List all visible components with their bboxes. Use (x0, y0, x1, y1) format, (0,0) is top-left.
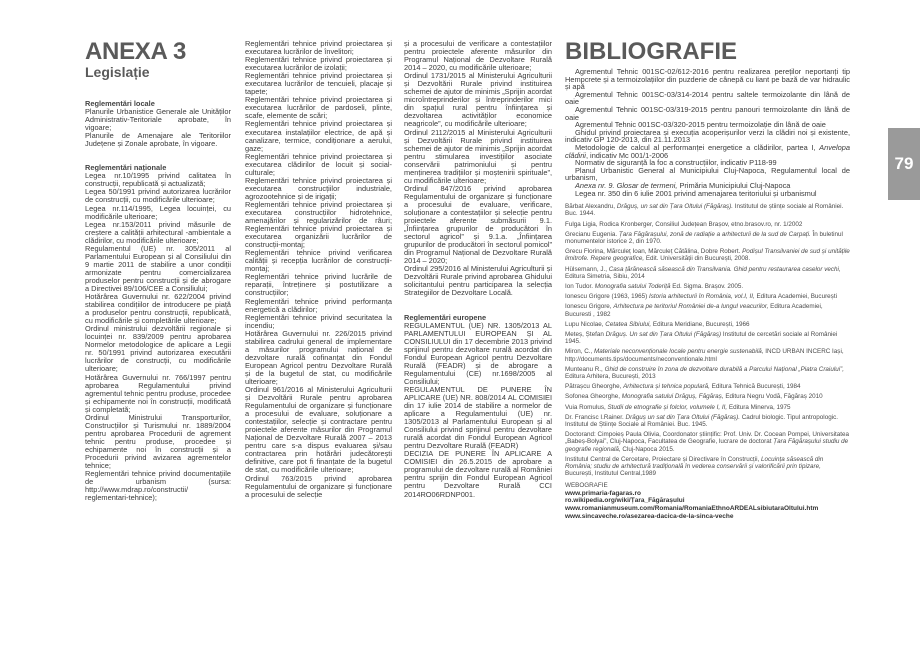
webography-heading: WEBOGRAFIE (565, 482, 608, 490)
paragraph: Reglementări tehnice privind lucrările de reparații, întreținere și postutilizare a construcțiilor; (245, 272, 392, 298)
reference-list (565, 203, 850, 477)
section-heading-european: Reglementări europene (404, 312, 487, 322)
reference-item: Pătrașcu Gheorghe, Arhitectura și tehnica populară, Editura Tehnică București, 1984 (565, 383, 801, 391)
annex-title: ANEXA 3 (85, 38, 187, 65)
annex-subtitle: Legislație (85, 64, 150, 80)
paragraph: Reglementări tehnice privind proiectarea și executarea clădirilor de locuit și social-culturale; (245, 151, 392, 177)
page-number-tab (888, 128, 920, 200)
reference-item: Meteș, Ștefan Drăguș. Un sat din Țara Oltului (Făgăraș) Institutul de cercetări sociale al României 1945. (565, 330, 838, 346)
reference-item: Munteanu R., Ghid de construire în zona de dezvoltare durabilă a Parcului Național „Piatra Craiului”, Editura Arhitera, București, 2013 (565, 365, 844, 380)
web-link[interactable]: www.romanianmuseum.com/Romania/RomaniaEthnoARDEALsibiutaraOltului.htm (565, 504, 819, 512)
paragraph: Reglementări tehnice privind proiectarea și executarea lucrărilor de pardoseli, plinte, scafe, elemente de scări; (245, 95, 392, 121)
paragraph: Regulamentul (UE) nr. 305/2011 al Parlamentului European și al Consiliului din 9 martie 2011 de stabilire a unor condiții armonizate pentru comercializarea produselor pentru construcții și de abrogare a Directivei 89/106/CEE a Consiliului; (85, 243, 231, 293)
paragraph: Reglementări tehnice privind proiectarea și executarea lucrărilor de învelitori; (245, 39, 392, 57)
reference-item: Miron, C., Materiale neconvenționale locale pentru energie sustenabilă, INCD URBAN INCERC Iași, http://documents.tips/documents/neconventionale.html (565, 348, 844, 363)
paragraph: și a procesului de verificare a contestațiilor pentru proiectele aferente măsurilor din Programul Național de Dezvoltare Rurală 2014 – 2020, cu modificările ulterioare; (404, 39, 552, 73)
paragraph: Ordinul 295/2016 al Ministerului Agriculturii și Dezvoltării Rurale privind aprobarea Ghidului solicitantului pentru participarea la selecția Strategiilor de Dezvoltare Locală. (404, 264, 552, 298)
paragraph: Ordinul 961/2016 al Ministerului Agriculturii și Dezvoltării Rurale pentru aprobarea Regulamentului de organizare și funcționare a procesului de evaluare, soluționare a contestațiilor, selecție și contractare pentru proiectele aferente măsurilor din Programul Național de Dezvoltare Rurală 2007 – 2013 pentru care s-a dispus evaluarea și/sau contractarea prin hotărâri judecătorești definitive, care pot fi finanțate de la bugetul de stat, cu modificările ulterioare; (245, 385, 392, 475)
reference-item: Grecianu Eugenia. Țara Făgărașului, zonă de radiație a arhitecturii de la sud de Carpați. În buletinul monumentelor istorice 2, din 1970. (565, 230, 843, 245)
norm-item: Agrementul Tehnic 001SC-03/314-2014 pentru saltele termoizolante din lână de oaie (565, 89, 850, 107)
norm-item: Planul Urbanistic General al Municipiului Cluj-Napoca, Regulamentul local de urbanism, (565, 165, 850, 183)
web-link[interactable]: www.primaria-fagaras.ro (565, 489, 641, 497)
reference-item: Doctorand: Cimpoieș Paula Olivia, Coordonator științific: Prof. Univ. Dr. Cocean Pompei, Universitatea „Babeș-Bolyai”, Cluj-Napoca, Facultatea de Geografie, lucrare de doctorat Țara Făgărașului studiu de geografie regională, Cluj-Napoca 2015. (565, 431, 850, 453)
column-bibliography (565, 40, 850, 520)
paragraph: REGULAMENTUL DE PUNERE ÎN APLICARE (UE) NR. 808/2014 AL COMISIEI din 17 iulie 2014 de stabilire a normelor de aplicare a Regulamentului (UE) nr. 1305/2013 al Parlamentului European și al Consiliului privind sprijinul pentru dezvoltare rurală acordat din Fondul European Agricol pentru Dezvoltare Rurală (FEADR) (404, 384, 552, 451)
norm-item: Normativ de siguranță la foc a construcțiilor, indicativ P118-99 (575, 158, 777, 168)
paragraph: Hotărârea Guvernului nr. 226/2015 privind stabilirea cadrului general de implementare a măsurilor programului național de dezvoltare rurală cofinanțat din Fondul European Agricol pentru Dezvoltare Rurală și de la bugetul de stat, cu modificările ulterioare; (245, 328, 392, 386)
reference-item: Ion Tudor. Monografia satului Toderiță Ed. Sigma. Brașov. 2005. (565, 282, 744, 290)
paragraph: Ordinul Ministrului Transporturilor, Construcțiilor și Turismului nr. 1889/2004 pentru aprobarea Procedurii de agrement tehnic pentru produse, procedee și echipamente noi în construcții și a Procedurii privind avizarea agrementelor tehnice; (85, 412, 231, 471)
norm-item: Anexa nr. 9. Glosar de termeni, Primăria Municipiului Cluj-Napoca (575, 180, 791, 190)
paragraph: Reglementări tehnice privind performanța energetică a clădirilor; (245, 296, 392, 314)
paragraph: Ordinul 1731/2015 al Ministerului Agriculturii și Dezvoltării Rurale privind instituirea schemei de ajutor de minimis „Sprijin acordat microîntreprinderilor și întreprinderilor mici din spațiul rural pentru înființarea și dezvoltarea activităților economice neagricole”, cu modificările ulterioare; (404, 71, 552, 129)
web-link[interactable]: ro.wikipedia.org/wiki/Țara_Făgărașului (565, 497, 685, 505)
norm-item: Agrementul Tehnic 001SC-03/320-2015 pentru termoizolație din lână de oaie (575, 120, 826, 130)
reference-item: Bărbat Alexandru, Drăguș, un sat din Țara Oltului (Făgăraș). Institutul de științe sociale al României. Buc. 1944. (565, 203, 844, 218)
paragraph: Ordinul 847/2016 privind aprobarea Regulamentului de organizare și funcționare a procesului de evaluare, verificare, soluționare a contestațiilor și selecție pentru proiectele aferente submăsurii 9.1. „Înființarea grupurilor de producători în sectorul agricol” și 9.1.a. „Înființarea grupurilor de producători în sectorul pomicol” din Programul Național de Dezvoltare Rurală 2014 – 2020; (404, 183, 552, 266)
norm-item: Legea nr. 350 din 6 iulie 2001 privind amenajarea teritoriului și urbanismul (575, 188, 817, 198)
reference-item: Lupu Nicolae, Cetatea Sibiului, Editura Meridiane, București, 1966 (565, 320, 750, 328)
paragraph: Ordinul 763/2015 privind aprobarea Regulamentului de organizare și funcționare a procesului de selecție (245, 473, 392, 499)
norm-item: Agrementul Tehnic 001SC-02/612-2016 pentru realizarea pereților neportanți tip Hempcrete și a termoizolațiilor din puzderie de cânepă cu liant pe bază de var hidraulic și apă (565, 67, 850, 92)
paragraph: Reglementări tehnice privind securitatea la incendiu; (245, 312, 392, 330)
norm-item: Metodologie de calcul al performanței energetice a clădirilor, partea I, Anvelopa clădirii, indicativ Mc 001/1-2006 (565, 142, 850, 160)
reference-item: Ionescu Grigore, Arhitectura pe teritoriul României de-a lungul veacurilor, Editura Academiei, Bucuresti , 1982 (565, 303, 823, 318)
paragraph: REGULAMENTUL (UE) NR. 1305/2013 AL PARLAMENTULUI EUROPEAN ȘI AL CONSILIULUI din 17 decembrie 2013 privind sprijinul pentru dezvoltare rurală acordat din Fondul European Agricol pentru Dezvoltare Rurală (FEADR) și de abrogare a Regulamentului (CE) nr.1698/2005 al Consiliului; (404, 320, 552, 386)
reference-item: Grecu Florina, Mărculeț Ioan, Mărculeț Cătălina, Dobre Robert. Podișul Transilvaniei de sud și unitățile limitrofe. Repere geografice, Edit. Universității din București, 2008. (565, 248, 850, 263)
column-legislation-2 (245, 40, 392, 499)
reference-item: Ionescu Grigore (1963, 1965) Istoria arhitecturii în România, vol.I, II, Editura Academiei, București (565, 293, 837, 301)
paragraph: Legea nr.153/2011 privind măsurile de creștere a calității arhitectural -ambientale a clădirilor, cu modificările ulterioare; (85, 219, 231, 245)
paragraph: Reglementări tehnice privind proiectarea și executarea lucrărilor de izolații; (245, 55, 392, 73)
bibliography-title: BIBLIOGRAFIE (565, 38, 737, 65)
paragraph: Legea nr.10/1995 privind calitatea în construcții, republicată și actualizată; (85, 171, 231, 189)
reference-item: Vuia Romulus, Studii de etnografie și folclor, volumele I, II, Editura Minerva, 1975 (565, 403, 791, 411)
paragraph: Legea 50/1991 privind autorizarea lucrărilor de construcții, cu modificările ulterioare; (85, 187, 231, 205)
reference-item: Institutul Central de Cercetare, Proiectare și Directivare în Construcții, Locuința săsească din România; studiu de arhitectură tradițională în vederea conservării și valorificării prin tipizare, București, Institutul Central,1989 (565, 455, 824, 478)
column-legislation-1 (85, 40, 231, 502)
paragraph: Legea nr.114/1995, Legea locuinței, cu modificările ulterioare; (85, 203, 231, 221)
page-number: 79 (894, 154, 914, 173)
column-legislation-3 (404, 40, 552, 499)
paragraph: Planurile Urbanistice Generale ale Unităților Administrativ-Teritoriale aprobate, în vigoare; (85, 107, 231, 133)
web-link[interactable]: www.sincaveche.ro/asezarea-dacica-de-la-sinca-veche (565, 512, 734, 520)
reference-item: Sofonea Gheorghe, Monografia satului Drăguș, Făgăraș, Editura Negru Vodă, Făgăraș 2010 (565, 393, 823, 401)
reference-item: Fulga Ligia, Rodica Kronberger, Consiliul Județean Brașov, etno.brasov.ro, nr. 1/2002 (565, 220, 803, 228)
norm-item: Ghidul privind proiectarea și execuția acoperișurilor verzi la clădiri noi și existente, indicativ GP 120-2013, din 21.11.2013 (565, 127, 850, 145)
paragraph: Hotărârea Guvernului nr. 622/2004 privind stabilirea condițiilor de introducere pe piață a produselor pentru construcții, republicată, cu modificările și completările ulterioare; (85, 292, 231, 326)
section-heading-national: Reglementări naționale (85, 163, 167, 173)
paragraph: Reglementări tehnice privind proiectarea și executarea lucrărilor de tencuieli, placaje și tapete; (245, 71, 392, 97)
paragraph: Ordinul 2112/2015 al Ministerului Agriculturii și Dezvoltării Rurale privind instituirea schemei de ajutor de minimis „Sprijin acordat pentru stimularea investițiilor asociate conservării patrimoniului și pentru menținerea tradițiilor și moștenirii spirituale”, cu modificările ulterioare; (404, 127, 552, 185)
norm-item: Agrementul Tehnic 001SC-03/319-2015 pentru panouri termoizolante din lână de oaie (565, 104, 850, 122)
reference-item: Hülsemann, J., Casa țărănească săsească din Transilvania. Ghid pentru restaurarea caselor vechi, Editura Simetria, Sibiu, 2014 (565, 265, 841, 280)
reference-item: Dr. Francisc I.Rainer. Drăguș un sat din Țara Oltului (Făgăraș). Cadrul biologic. Tipul antropologic. Institutul de Științe Sociale al României. Buc. 1945. (565, 413, 839, 428)
paragraph: Reglementări tehnice privind proiectarea și executarea construcțiilor hidrotehnice, amenajărilor și regularizărilor de râuri; Reglementări tehnice privind proiectarea și executarea organizării lucrărilor de construcții-montaj; (245, 199, 392, 250)
paragraph: Ordinul ministrului dezvoltării regionale și locuinței nr. 839/2009 pentru aprobarea Normelor metodologice de aplicare a Legii nr. 50/1991 privind autorizarea executării lucrărilor de construcții, cu modificările ulterioare; (85, 324, 231, 374)
paragraph: DECIZIA DE PUNERE ÎN APLICARE A COMISIEI din 26.5.2015 de aprobare a programului de dezvoltare rurală al României pentru sprijin din Fondul European Agricol pentru Dezvoltare Rurală CCI 2014RO06RDNP001. (404, 449, 552, 499)
paragraph: Reglementări tehnice privind verificarea calității și recepția lucrărilor de construcții-montaj; (245, 248, 392, 274)
paragraph: Hotărârea Guvernului nr. 766/1997 pentru aprobarea Regulamentului privind agrementul tehnic pentru produse, procedee și echipamente noi în construcții, modificată și completată; (85, 372, 231, 414)
paragraph: Reglementări tehnice privind proiectarea și executarea construcțiilor industriale, agrozootehnice și de irigații; (245, 175, 392, 201)
paragraph: Planurile de Amenajare ale Teritoriilor Județene și Zonale aprobate, în vigoare. (85, 131, 231, 149)
paragraph: Reglementări tehnice privind proiectarea și executarea instalațiilor electrice, de apă și canalizare, termice, condiționare a aerului, gaze; (245, 119, 392, 153)
section-heading-local: Reglementări locale (85, 99, 155, 108)
paragraph: Reglementări tehnice privind documentațiile de urbanism (sursa: http://www.mdrap.ro/constructii/ reglementari-tehnice); (85, 469, 231, 503)
